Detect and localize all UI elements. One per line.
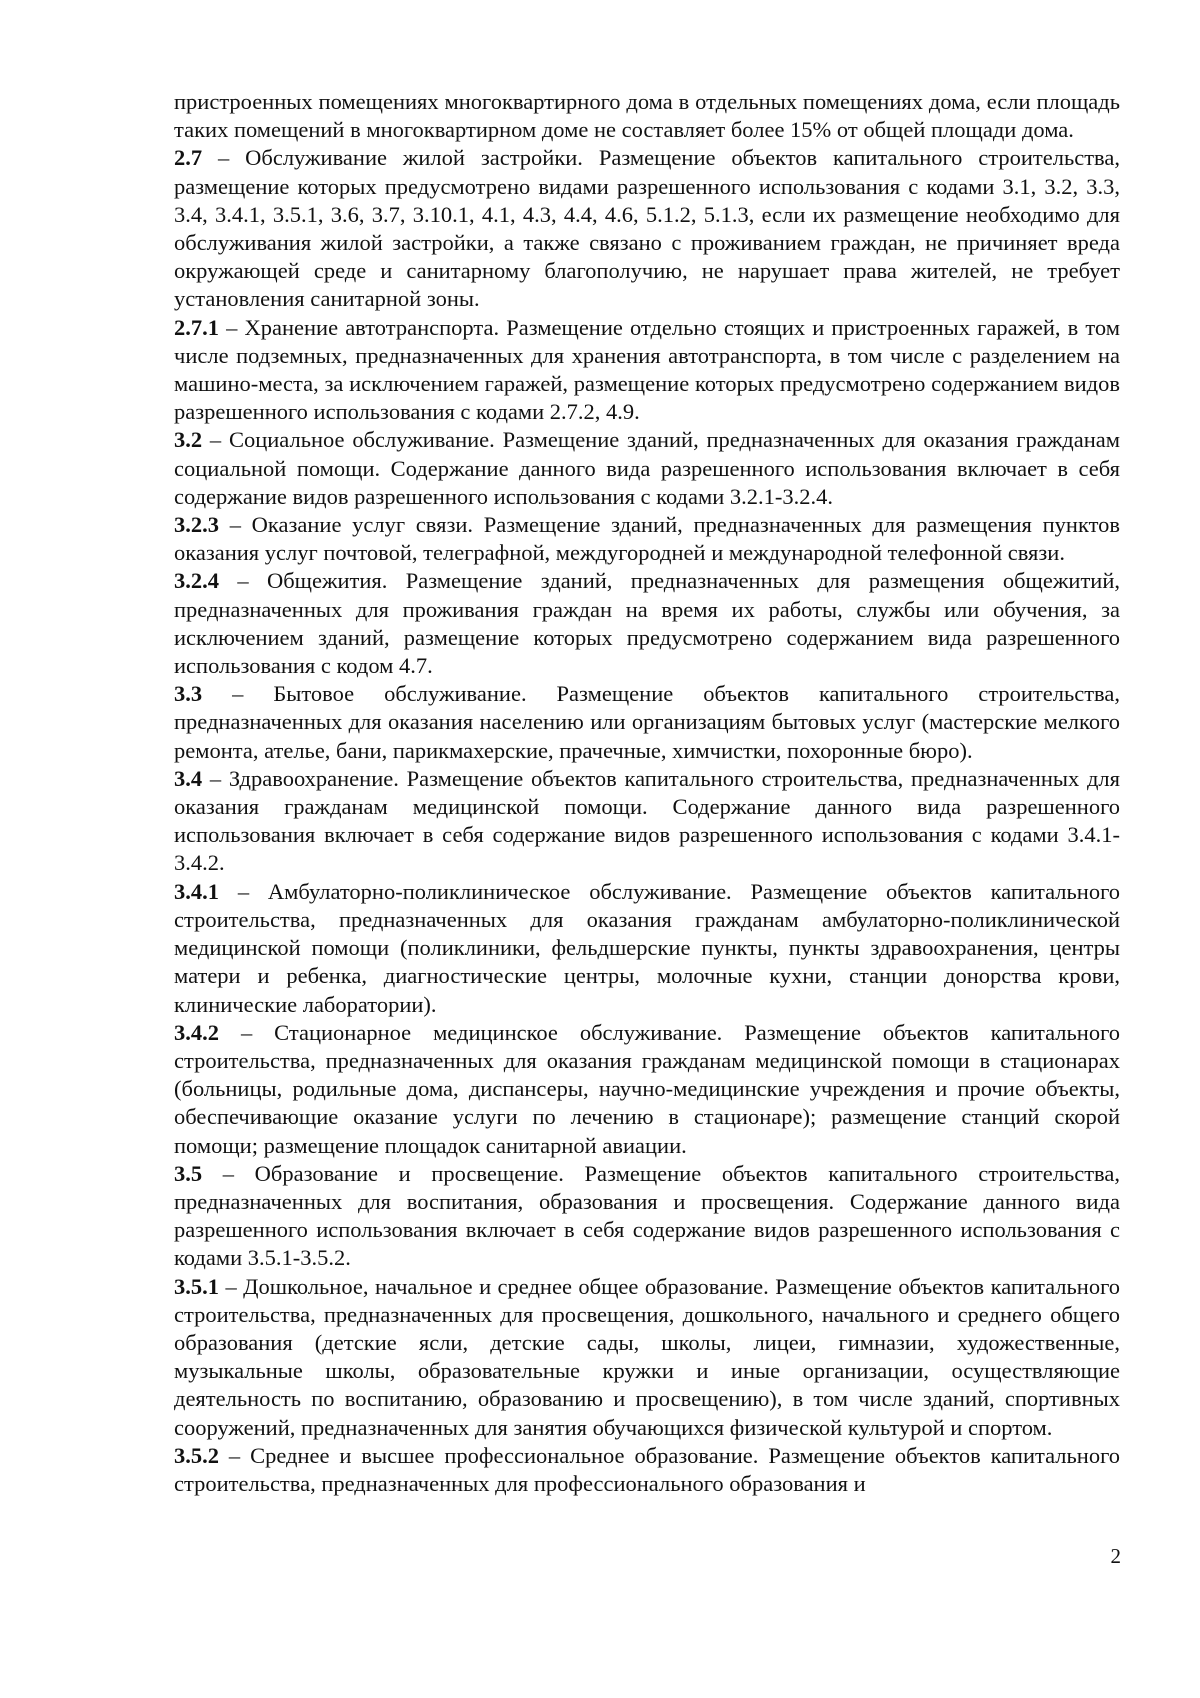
paragraph-text: – Стационарное медицинское обслуживание. Размещение объектов капитального строительства, предназначенных для оказания гражданам медицинской помощи в стационарах (больницы, родильные дома, диспансеры, научно-медицинские учреждения и прочие объекты, обеспечивающие оказание услуги по лечению в стационаре); размещение станций скорой помощи; размещение площадок санитарной авиации.	[174, 1019, 1120, 1158]
paragraph-3-5-1	[174, 1273, 1120, 1442]
paragraph-code: 3.2.3	[174, 512, 219, 538]
paragraph-code: 3.5	[174, 1160, 203, 1186]
paragraph-3-4	[174, 765, 1120, 878]
paragraph-text: – Здравоохранение. Размещение объектов капитального строительства, предназначенных для оказания гражданам медицинской помощи. Содержание данного вида разрешенного использования включает в себя содержание видов разрешенного использования с кодами 3.4.1-3.4.2.	[174, 765, 1120, 876]
paragraph-3-3	[174, 680, 1120, 765]
paragraph-text: – Образование и просвещение. Размещение объектов капитального строительства, предназначенных для воспитания, образования и просвещения. Содержание данного вида разрешенного использования включает в себя содержание видов разрешенного использования с кодами 3.5.1-3.5.2.	[174, 1160, 1120, 1271]
paragraph-text: – Среднее и высшее профессиональное образование. Размещение объектов капитального строительства, предназначенных для профессионального образования и	[174, 1442, 1120, 1496]
paragraph-3-4-2	[174, 1019, 1120, 1160]
paragraph-3-5	[174, 1160, 1120, 1273]
paragraph-text: – Общежития. Размещение зданий, предназначенных для размещения общежитий, предназначенных для проживания граждан на время их работы, службы или обучения, за исключением зданий, размещение которых предусмотрено содержанием вида разрешенного использования с кодом 4.7.	[174, 568, 1120, 679]
paragraph-3-2-4	[174, 567, 1120, 680]
paragraph-code: 3.4.1	[174, 878, 219, 904]
paragraph-continuation	[174, 88, 1120, 144]
paragraph-text: – Социальное обслуживание. Размещение зданий, предназначенных для оказания гражданам социальной помощи. Содержание данного вида разрешенного использования включает в себя содержание видов разрешенного использования с кодами 3.2.1-3.2.4.	[174, 427, 1120, 509]
paragraph-text: – Обслуживание жилой застройки. Размещение объектов капитального строительства, размещение которых предусмотрено видами разрешенного использования с кодами 3.1, 3.2, 3.3, 3.4, 3.4.1, 3.5.1, 3.6, 3.7, 3.10.1, 4.1, 4.3, 4.4, 4.6, 5.1.2, 5.1.3, если их размещение необходимо для обслуживания жилой застройки, а также связано с проживанием граждан, не причиняет вреда окружающей среде и санитарному благополучию, не нарушает права жителей, не требует установления санитарной зоны.	[174, 145, 1120, 312]
paragraph-code: 3.4	[174, 765, 203, 791]
document-body	[174, 88, 1120, 1498]
paragraph-3-4-1	[174, 878, 1120, 1019]
paragraph-code: 3.2	[174, 427, 203, 453]
paragraph-code: 3.4.2	[174, 1019, 219, 1045]
paragraph-text: пристроенных помещениях многоквартирного дома в отдельных помещениях дома, если площадь таких помещений в многоквартирном доме не составляет более 15% от общей площади дома.	[174, 89, 1120, 143]
paragraph-text: – Амбулаторно-поликлиническое обслуживание. Размещение объектов капитального строительства, предназначенных для оказания гражданам амбулаторно-поликлинической медицинской помощи (поликлиники, фельдшерские пункты, пункты здравоохранения, центры матери и ребенка, диагностические центры, молочные кухни, станции донорства крови, клинические лаборатории).	[174, 878, 1120, 1017]
paragraph-text: – Дошкольное, начальное и среднее общее образование. Размещение объектов капитального строительства, предназначенных для просвещения, дошкольного, начального и среднего общего образования (детские ясли, детские сады, школы, лицеи, гимназии, художественные, музыкальные школы, образовательные кружки и иные организации, осуществляющие деятельность по воспитанию, образованию и просвещению), в том числе зданий, спортивных сооружений, предназначенных для занятия обучающихся физической культурой и спортом.	[174, 1273, 1120, 1440]
paragraph-code: 3.3	[174, 681, 203, 707]
paragraph-2-7-1	[174, 314, 1120, 427]
paragraph-code: 3.5.1	[174, 1273, 219, 1299]
paragraph-3-5-2	[174, 1442, 1120, 1498]
paragraph-code: 3.2.4	[174, 568, 219, 594]
paragraph-text: – Бытовое обслуживание. Размещение объектов капитального строительства, предназначенных для оказания населению или организациям бытовых услуг (мастерские мелкого ремонта, ателье, бани, парикмахерские, прачечные, химчистки, похоронные бюро).	[174, 681, 1120, 763]
paragraph-code: 3.5.2	[174, 1442, 219, 1468]
paragraph-3-2-3	[174, 511, 1120, 567]
paragraph-code: 2.7.1	[174, 314, 219, 340]
paragraph-text: – Хранение автотранспорта. Размещение отдельно стоящих и пристроенных гаражей, в том числе подземных, предназначенных для хранения автотранспорта, в том числе с разделением на машино-места, за исключением гаражей, размещение которых предусмотрено содержанием видов разрешенного использования с кодами 2.7.2, 4.9.	[174, 314, 1120, 425]
paragraph-3-2	[174, 426, 1120, 511]
paragraph-2-7	[174, 144, 1120, 313]
page-number: 2	[1110, 1544, 1121, 1568]
paragraph-text: – Оказание услуг связи. Размещение зданий, предназначенных для размещения пунктов оказания услуг почтовой, телеграфной, междугородней и международной телефонной связи.	[174, 512, 1120, 566]
paragraph-code: 2.7	[174, 145, 203, 171]
